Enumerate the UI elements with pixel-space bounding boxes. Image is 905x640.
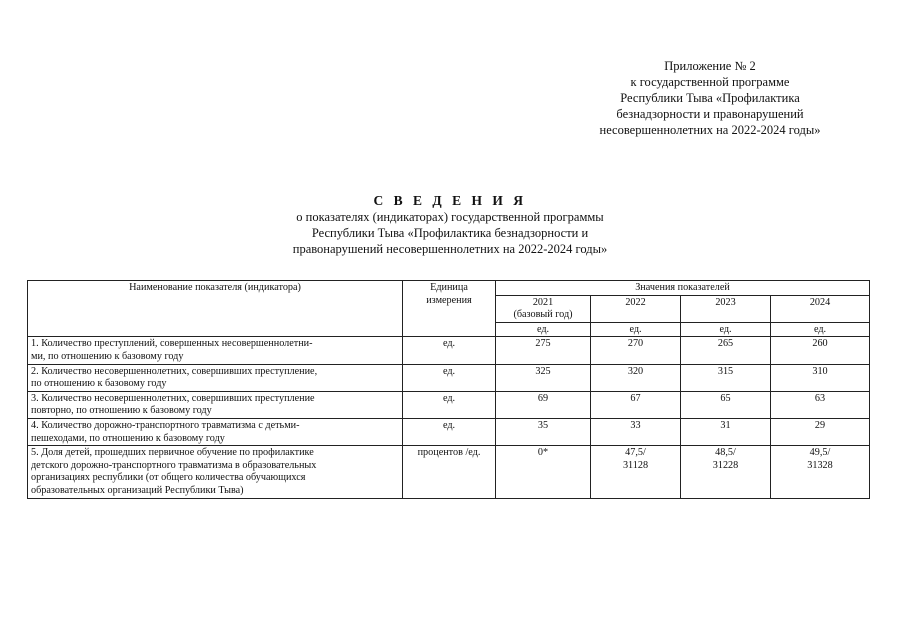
appendix-line: безнадзорности и правонарушений (616, 107, 804, 121)
year-note: (базовый год) (513, 309, 573, 321)
header-indicator-name (28, 281, 403, 337)
year-label: 2024 (809, 296, 831, 308)
indicator-name-line: образовательных организаций Республики Тыва) (31, 484, 244, 496)
table-row (28, 364, 870, 391)
value-cell (681, 418, 771, 445)
value-text: 325 (535, 365, 551, 377)
document-heading (200, 192, 700, 257)
header-cell-text: измерения (426, 294, 472, 306)
indicators-table (27, 280, 870, 499)
value-text: 29 (814, 419, 826, 431)
header-year-2024 (771, 295, 870, 322)
document-subtitle-line: о показателях (индикаторах) государственной программы (296, 210, 604, 224)
value-text: 270 (627, 338, 644, 350)
value-text: 0* (537, 447, 549, 459)
value-text: 265 (717, 338, 734, 350)
value-cell (496, 391, 591, 418)
table-row (28, 337, 870, 364)
table-row (28, 391, 870, 418)
value-cell (771, 446, 870, 498)
table-header-row (28, 281, 870, 296)
value-text: 35 (537, 419, 549, 431)
indicator-name-line: пешеходами, по отношению к базовому году (31, 432, 225, 444)
header-cell-text: Значения показателей (635, 282, 730, 293)
table-row (28, 446, 870, 498)
header-year-2023 (681, 295, 771, 322)
indicator-name (28, 418, 403, 445)
indicator-name-line: организациях республики (от общего количества обучающихся (31, 472, 306, 484)
value-text: 31 (720, 419, 731, 431)
year-label: 2023 (715, 296, 736, 308)
value-text: 33 (630, 419, 641, 431)
indicator-name-line: повторно, по отношению к базовому году (31, 405, 212, 417)
year-unit: ед. (681, 322, 771, 337)
value-text: 320 (627, 365, 644, 377)
indicator-unit: ед. (403, 337, 496, 364)
indicator-name-line: детского дорожно-транспортного травматизма в образовательных (31, 459, 317, 471)
value-text: 69 (537, 392, 549, 404)
value-text: 65 (720, 392, 731, 404)
value-text: 31128 (622, 459, 649, 471)
indicator-name-line: 4. Количество дорожно-транспортного травматизма с детьми- (31, 419, 300, 431)
value-text: 31228 (712, 459, 739, 471)
indicator-name-line: 2. Количество несовершеннолетних, совершивших преступление, (31, 365, 318, 377)
header-cell-text: Наименование показателя (индикатора) (129, 282, 301, 293)
header-cell-text: Единица (430, 282, 468, 293)
value-text: 275 (535, 338, 551, 350)
value-text: 63 (814, 392, 826, 404)
year-unit: ед. (591, 322, 681, 337)
appendix-line: к государственной программе (630, 75, 790, 89)
indicator-name (28, 337, 403, 364)
value-text: 315 (717, 365, 734, 377)
value-cell (496, 364, 591, 391)
value-cell (591, 337, 681, 364)
value-cell (496, 446, 591, 498)
header-unit (403, 281, 496, 337)
indicator-name (28, 364, 403, 391)
year-unit: ед. (496, 322, 591, 337)
document-subtitle-line: Республики Тыва «Профилактика безнадзорности и (311, 226, 589, 240)
header-year-2022 (591, 295, 681, 322)
value-text: 49,5/ (809, 447, 831, 459)
value-cell (496, 418, 591, 445)
value-cell (591, 418, 681, 445)
value-cell (591, 364, 681, 391)
year-unit: ед. (771, 322, 870, 337)
indicator-name (28, 446, 403, 498)
document-subtitle-line: правонарушений несовершеннолетних на 2022-2024 годы» (292, 242, 608, 256)
year-label: 2022 (625, 296, 646, 308)
appendix-line: несовершеннолетних на 2022-2024 годы» (599, 123, 821, 137)
header-values (496, 281, 870, 296)
indicator-name (28, 391, 403, 418)
appendix-line: Республики Тыва «Профилактика (620, 91, 800, 105)
value-text: 48,5/ (715, 447, 736, 459)
value-cell (771, 337, 870, 364)
year-label: 2021 (532, 296, 554, 308)
value-cell (771, 391, 870, 418)
indicator-name-line: ми, по отношению к базовому году (31, 350, 184, 362)
value-cell (771, 364, 870, 391)
indicator-name-line: 1. Количество преступлений, совершенных несовершеннолетни- (31, 338, 313, 350)
appendix-block (560, 58, 860, 138)
value-cell (591, 446, 681, 498)
header-year-2021 (496, 295, 591, 322)
value-cell (681, 337, 771, 364)
indicator-name-line: по отношению к базовому году (31, 378, 167, 390)
indicator-unit: ед. (403, 364, 496, 391)
value-cell (681, 364, 771, 391)
value-text: 310 (812, 365, 828, 377)
indicator-name-line: 3. Количество несовершеннолетних, совершивших преступление (31, 392, 315, 404)
table-row (28, 418, 870, 445)
value-text: 260 (812, 338, 828, 350)
value-cell (681, 391, 771, 418)
value-cell (591, 391, 681, 418)
value-text: 67 (630, 392, 641, 404)
value-cell (681, 446, 771, 498)
indicator-name-line: 5. Доля детей, прошедших первичное обучение по профилактике (31, 447, 314, 459)
indicator-unit: ед. (403, 418, 496, 445)
value-text: 47,5/ (625, 447, 646, 459)
value-text: 31328 (807, 459, 833, 471)
appendix-line: Приложение № 2 (664, 59, 756, 73)
value-cell (496, 337, 591, 364)
value-cell (771, 418, 870, 445)
indicator-unit: ед. (403, 391, 496, 418)
indicator-unit: процентов /ед. (403, 446, 496, 498)
document-title: С В Е Д Е Н И Я (373, 193, 527, 208)
